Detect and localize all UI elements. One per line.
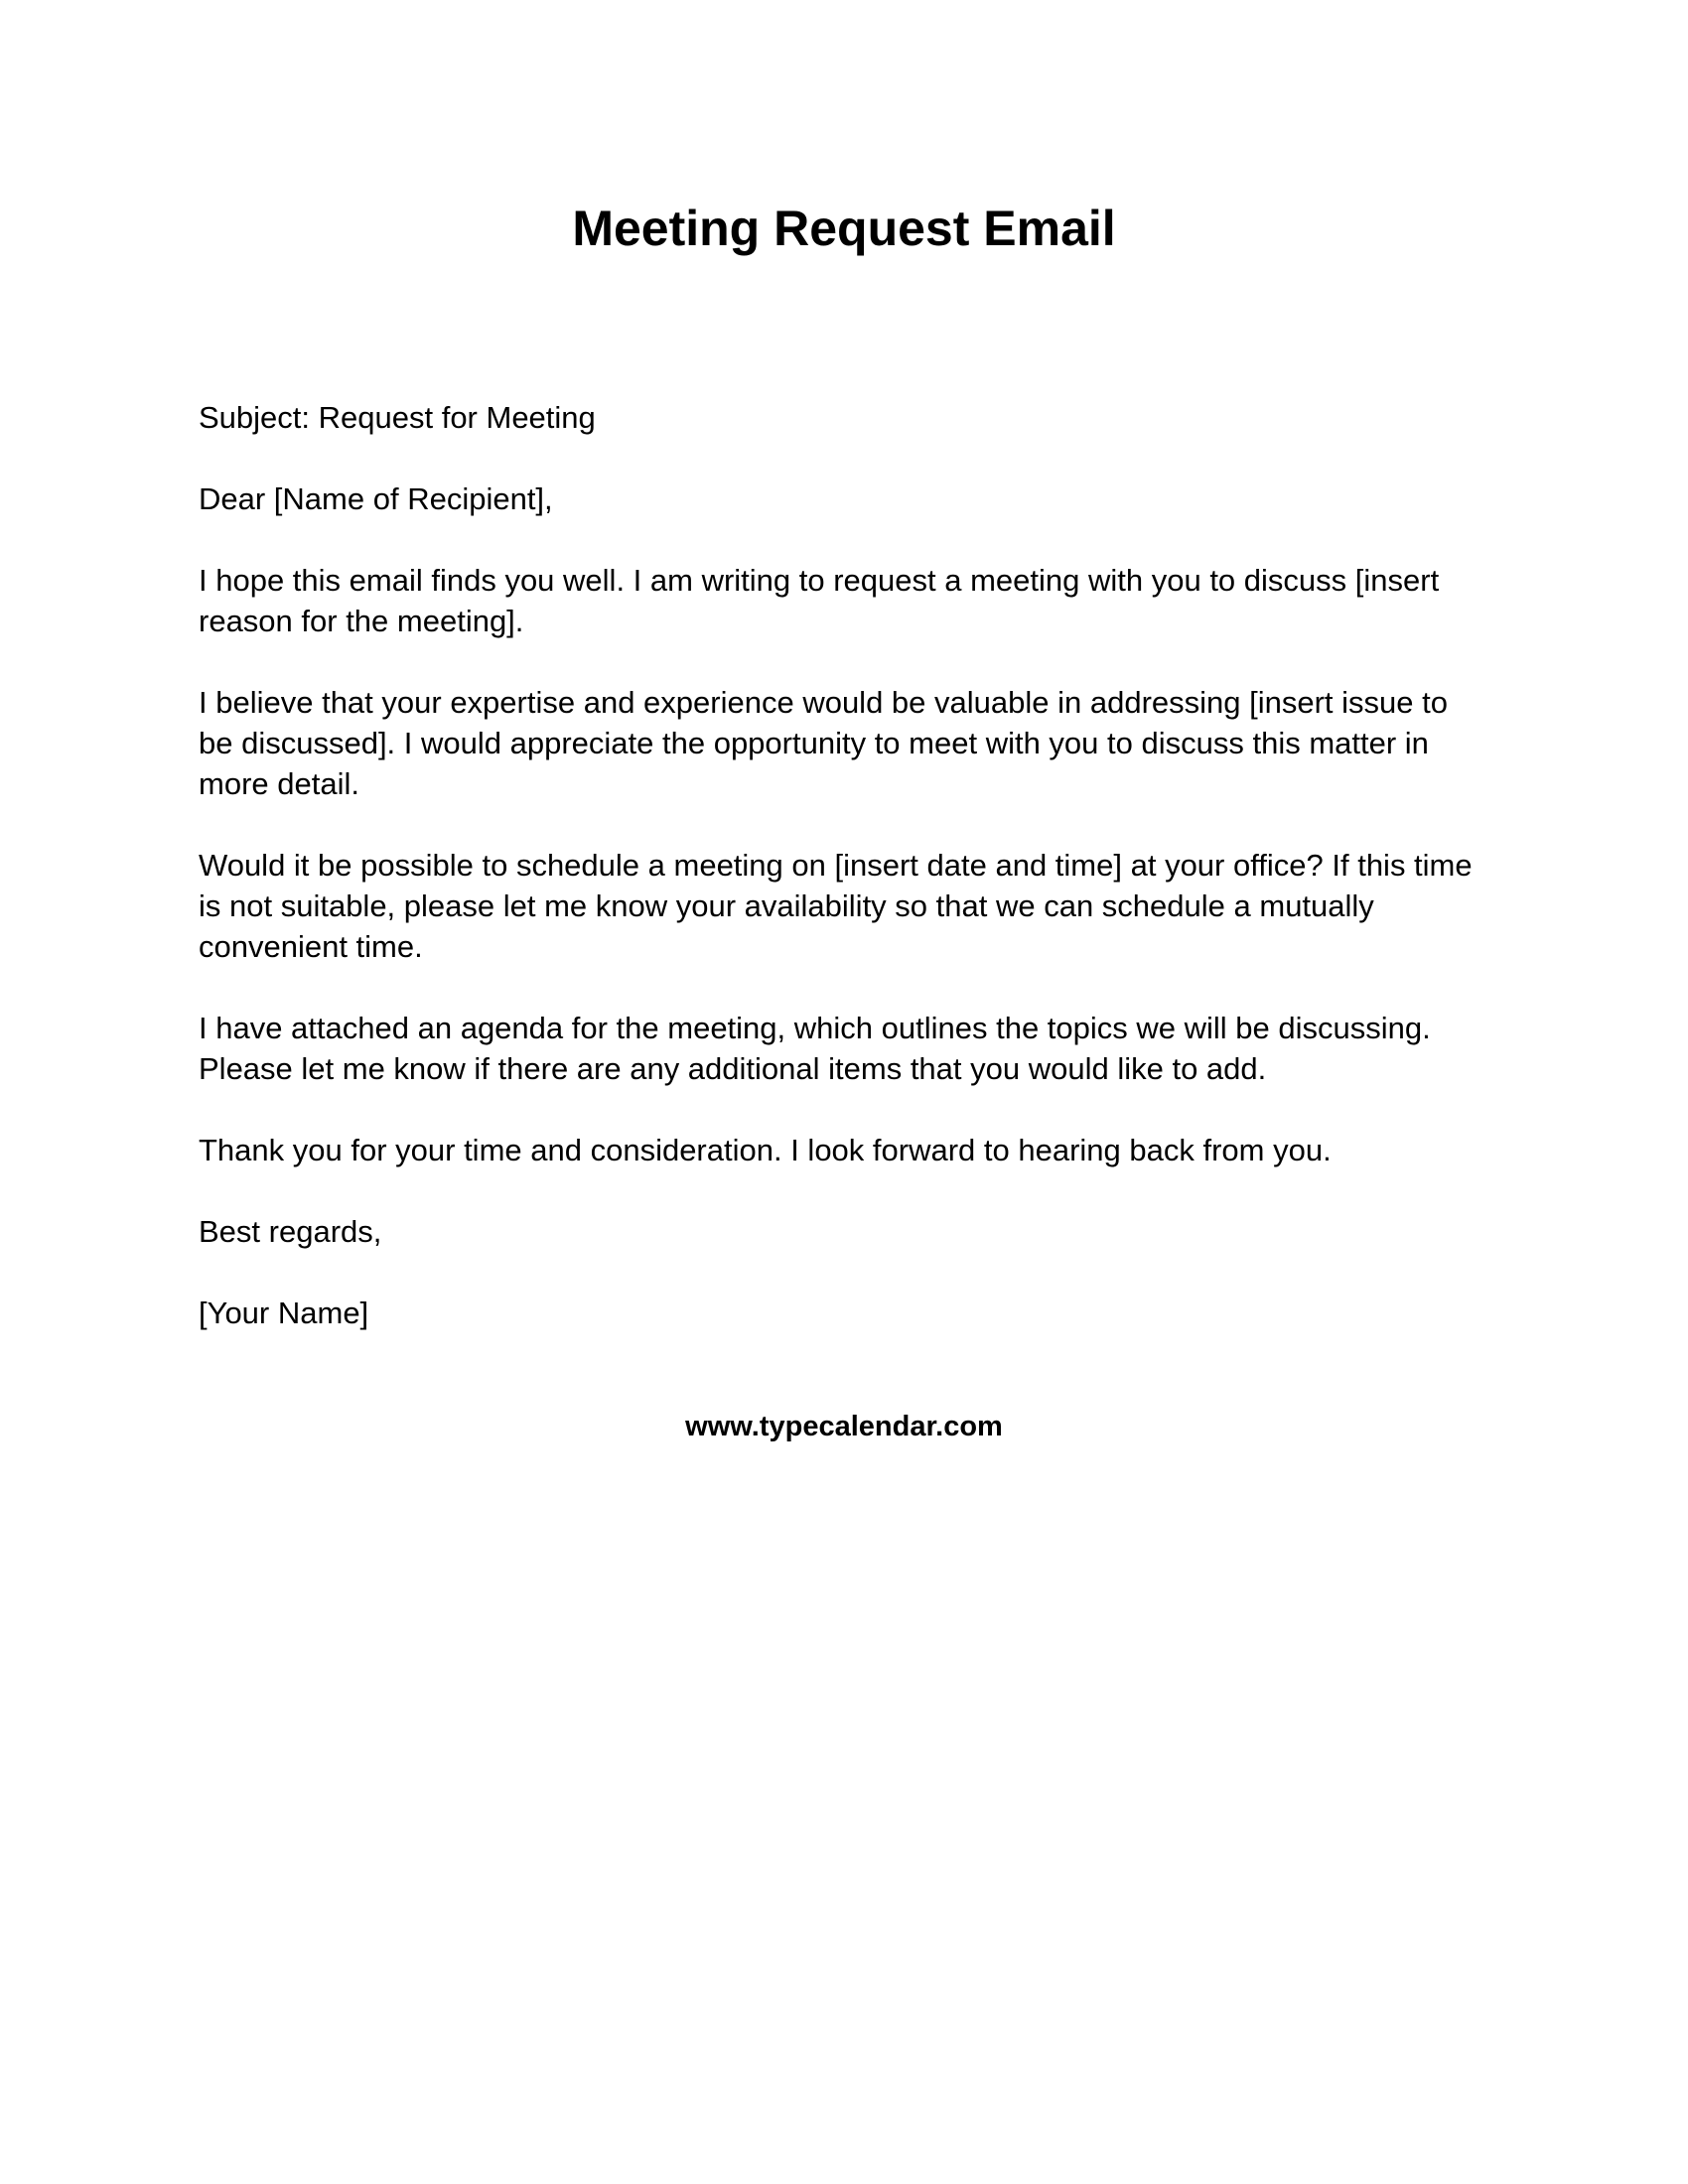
document-title: Meeting Request Email [572, 201, 1116, 256]
email-paragraph-2: I believe that your expertise and experience would be valuable in addressing [insert issue to be discussed]. I would appreciate the opportunity to meet with you to discuss this matter in more detail. [199, 685, 1448, 801]
email-greeting: Dear [Name of Recipient], [199, 481, 553, 516]
email-closing: Best regards, [199, 1214, 382, 1249]
email-subject: Subject: Request for Meeting [199, 400, 596, 435]
email-paragraph-4: I have attached an agenda for the meeting, which outlines the topics we will be discussing. Please let me know if there are any additional items that you would like to add. [199, 1011, 1431, 1086]
email-paragraph-5: Thank you for your time and consideration. I look forward to hearing back from you. [199, 1133, 1332, 1167]
email-paragraph-3: Would it be possible to schedule a meeting on [insert date and time] at your office? If this time is not suitable, please let me know your availability so that we can schedule a mutually convenient time. [199, 848, 1473, 964]
email-body [199, 397, 1489, 1374]
email-signature: [Your Name] [199, 1296, 369, 1330]
footer-website-link[interactable]: www.typecalendar.com [685, 1411, 1003, 1442]
email-paragraph-1: I hope this email finds you well. I am writing to request a meeting with you to discuss [insert reason for the meeting]. [199, 563, 1440, 638]
